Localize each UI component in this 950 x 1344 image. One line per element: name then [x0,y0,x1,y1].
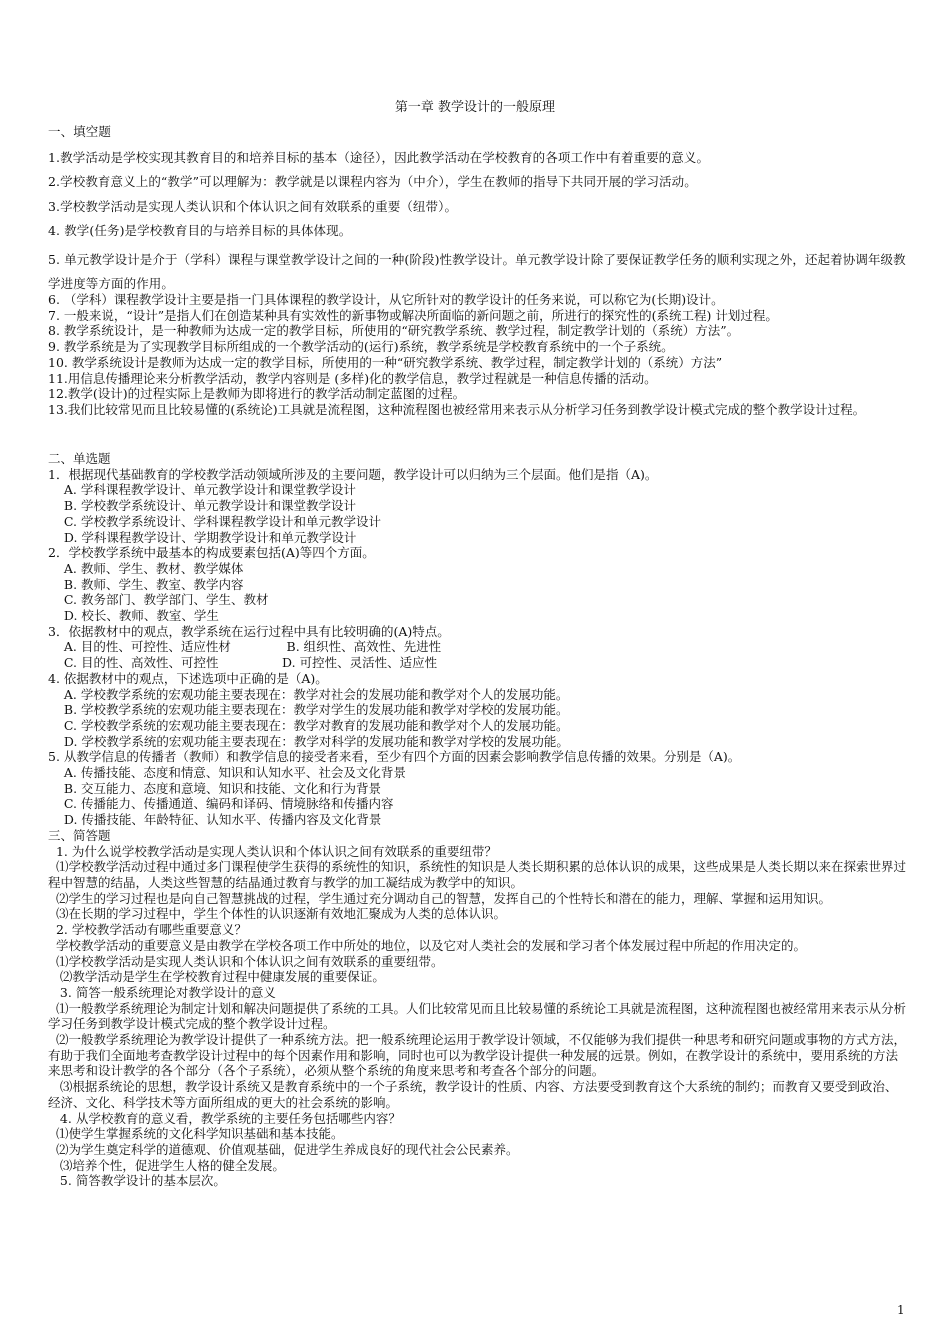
text-line: B. 教师、学生、教室、教学内容 [48,576,244,592]
fill-item-10: 10. 教学系统设计是教师为达成一定的教学目标，所使用的一种“研究教学系统、教学过程，制定教学计划的（系统）方法” [48,354,723,370]
fill-item-5: 5. 单元教学设计是介于（学科）课程与课堂教学设计之间的一种(阶段)性教学设计。单元教学设计除了要保证教学任务的顺利实现之外，还起着协调年级教学进度等方面的作用。 [48,252,906,291]
text-line: 5. 简答教学设计的基本层次。 [48,1173,226,1189]
text-line: A. 学科课程教学设计、单元教学设计和课堂教学设计 [48,482,356,498]
text-line: 三、简答题 [48,827,111,843]
text-line: 二、单选题 [48,451,111,466]
text-line: 3．依据教材中的观点，教学系统在运行过程中具有比较明确的(A)特点。 [48,623,450,639]
text-line: ⑴学校教学活动过程中通过多门课程使学生获得的系统性的知识，系统性的知识是人类长期积累的总体认识的成果，这些成果是人类长期以来在探索世界过程中智慧的结晶，人类这些智慧的结晶通过教育与教学的加工凝结成为教学中的知识。 [48,859,906,890]
text-line: ⑶在长期的学习过程中，学生个体性的认识逐渐有效地汇聚成为人类的总体认识。 [48,906,506,922]
text-line: A. 目的性、可控性、适应性材 B. 组织性、高效性、先进性 [48,639,442,655]
fill-item-13: 13.我们比较常见而且比较易懂的(系统论)工具就是流程图，这种流程图也被经常用来表示从分析学习任务到教学设计模式完成的整个教学设计过程。 [48,401,866,417]
text-line: D. 学科课程教学设计、学期教学设计和单元教学设计 [48,529,357,545]
text-line: 4. 依据教材中的观点，下述选项中正确的是（A)。 [48,670,328,686]
text-line: 2. 学校教学活动有哪些重要意义？ [48,922,247,938]
text-line: A. 传播技能、态度和情意、知识和认知水平、社会及文化背景 [48,765,406,781]
text-line: B. 学校教学系统设计、单元教学设计和课堂教学设计 [48,498,357,514]
sections-2-3 [48,451,908,1189]
fill-item-3: 3.学校教学活动是实现人类认识和个体认识之间有效联系的重要（纽带）。 [48,199,458,214]
text-line: ⑵学生的学习过程也是向自己智慧挑战的过程，学生通过充分调动自己的智慧，发挥自己的个性特长和潜在的能力，理解、掌握和运用知识。 [48,890,831,906]
text-line: C. 学校教学系统的宏观功能主要表现在：教学对教育的发展功能和教学对个人的发展功能。 [48,717,569,733]
text-line: C. 学校教学系统设计、学科课程教学设计和单元教学设计 [48,513,381,529]
text-line: ⑵为学生奠定科学的道德观、价值观基础，促进学生养成良好的现代社会公民素养。 [48,1141,519,1157]
text-line: C. 教务部门、教学部门、学生、教材 [48,592,269,608]
text-line: 1. 为什么说学校教学活动是实现人类认识和个体认识之间有效联系的重要纽带？ [48,843,497,859]
fill-item-2: 2.学校教育意义上的“教学”可以理解为：教学就是以课程内容为（中介），学生在教师的指导下共同开展的学习活动。 [48,174,697,189]
page-title: 第一章 教学设计的一般原理 [394,100,556,115]
text-line: B. 交互能力、态度和意境、知识和技能、文化和行为背景 [48,780,382,796]
fill-items-6-13 [48,292,908,418]
text-line: A. 学校教学系统的宏观功能主要表现在：教学对社会的发展功能和教学对个人的发展功能。 [48,686,569,702]
text-line: D. 传播技能、年龄特征、认知水平、传播内容及文化背景 [48,812,382,828]
text-line: ⑴学校教学活动是实现人类认识和个体认识之间有效联系的重要纽带。 [48,953,444,969]
text-line: ⑵教学活动是学生在学校教育过程中健康发展的重要保证。 [48,969,385,985]
page-number: 1 [897,1303,905,1317]
fill-item-6: 6. （学科）课程教学设计主要是指一门具体课程的教学设计，从它所针对的教学设计的任务来说，可以称它为(长期)设计。 [48,292,724,307]
text-line: ⑶培养个性，促进学生人格的健全发展。 [48,1157,285,1173]
text-line: ⑴一般教学系统理论为制定计划和解决问题提供了系统的工具。人们比较常见而且比较易懂的系统论工具就是流程图，这种流程图也被经常用来表示从分析学习任务到教学设计模式完成的整个教学设计过程。 [48,1000,906,1032]
text-line: 5. 从教学信息的传播者（教师）和教学信息的接受者来看，至少有四个方面的因素会影响教学信息传播的效果。分别是（A)。 [48,749,741,765]
text-line: 学校教学活动的重要意义是由教学在学校各项工作中所处的地位，以及它对人类社会的发展和学习者个体发展过程中所起的作用决定的。 [48,937,806,953]
text-line: 1．根据现代基础教育的学校教学活动领域所涉及的主要问题，教学设计可以归纳为三个层面。他们是指（A)。 [48,466,658,482]
section-heading-fill: 一、填空题 [48,124,112,139]
text-line: D. 学校教学系统的宏观功能主要表现在：教学对科学的发展功能和教学对学校的发展功能。 [48,733,569,749]
text-line: ⑵一般教学系统理论为教学设计提供了一种系统方法。把一般系统理论运用于教学设计领域，不仅能够为我们提供一种思考和研究问题或事物的方式方法，有助于我们全面地考查教学设计过程中的每个因素作用和影响，同时也可以为教学设计提供一种发展的远景。例如，在教学设计的系统中，要用系统的方法来思考和设计教学的各个部分（各个子系统），必须从整个系统的角度来思考和考查各个部分的问题。 [48,1032,906,1079]
fill-item-11: 11.用信息传播理论来分析教学活动，教学内容则是 (多样)化的教学信息，教学过程就是一种信息传播的活动。 [48,370,657,386]
fill-item-9: 9. 教学系统是为了实现教学目标所组成的一个教学活动的(运行)系统，教学系统是学校教育系统中的一个子系统。 [48,339,674,355]
fill-item-8: 8. 教学系统设计，是一种教师为达成一定的教学目标，所使用的“研究教学系统、教学过程，制定教学计划的（系统）方法”。 [48,323,740,339]
fill-item-7: 7. 一般来说，“设计”是指人们在创造某种具有实效性的新事物或解决所面临的新问题之前，所进行的探究性的(系统工程) 计划过程。 [48,307,778,323]
fill-item-1: 1.教学活动是学校实现其教育目的和培养目标的基本（途径），因此教学活动在学校教育的各项工作中有着重要的意义。 [48,150,710,165]
text-line: C. 目的性、高效性、可控性 D. 可控性、灵活性、适应性 [48,655,438,671]
text-line: D. 校长、教师、教室、学生 [48,608,219,624]
text-line: 2．学校教学系统中最基本的构成要素包括(A)等四个方面。 [48,545,375,561]
fill-item-4: 4. 教学(任务)是学校教育目的与培养目标的具体体现。 [48,223,352,238]
text-line: ⑶根据系统论的思想，教学设计系统又是教育系统中的一个子系统，教学设计的性质、内容、方法要受到教育这个大系统的制约；而教育又要受到政治、经济、文化、科学技术等方面所组成的更大的社会系统的影响。 [48,1079,898,1110]
text-line: B. 学校教学系统的宏观功能主要表现在：教学对学生的发展功能和教学对学校的发展功能。 [48,702,569,718]
text-line: 4. 从学校教育的意义看，教学系统的主要任务包括哪些内容？ [48,1110,401,1126]
text-line: 3. 简答一般系统理论对教学设计的意义 [48,984,276,1000]
fill-item-12: 12.教学(设计)的过程实际上是教师为即将进行的教学活动制定蓝图的过程。 [48,386,466,402]
text-line: A. 教师、学生、教材、教学媒体 [48,560,244,576]
text-line: ⑴使学生掌握系统的文化科学知识基础和基本技能。 [48,1126,344,1142]
text-line: C. 传播能力、传播通道、编码和译码、情境脉络和传播内容 [48,796,394,812]
